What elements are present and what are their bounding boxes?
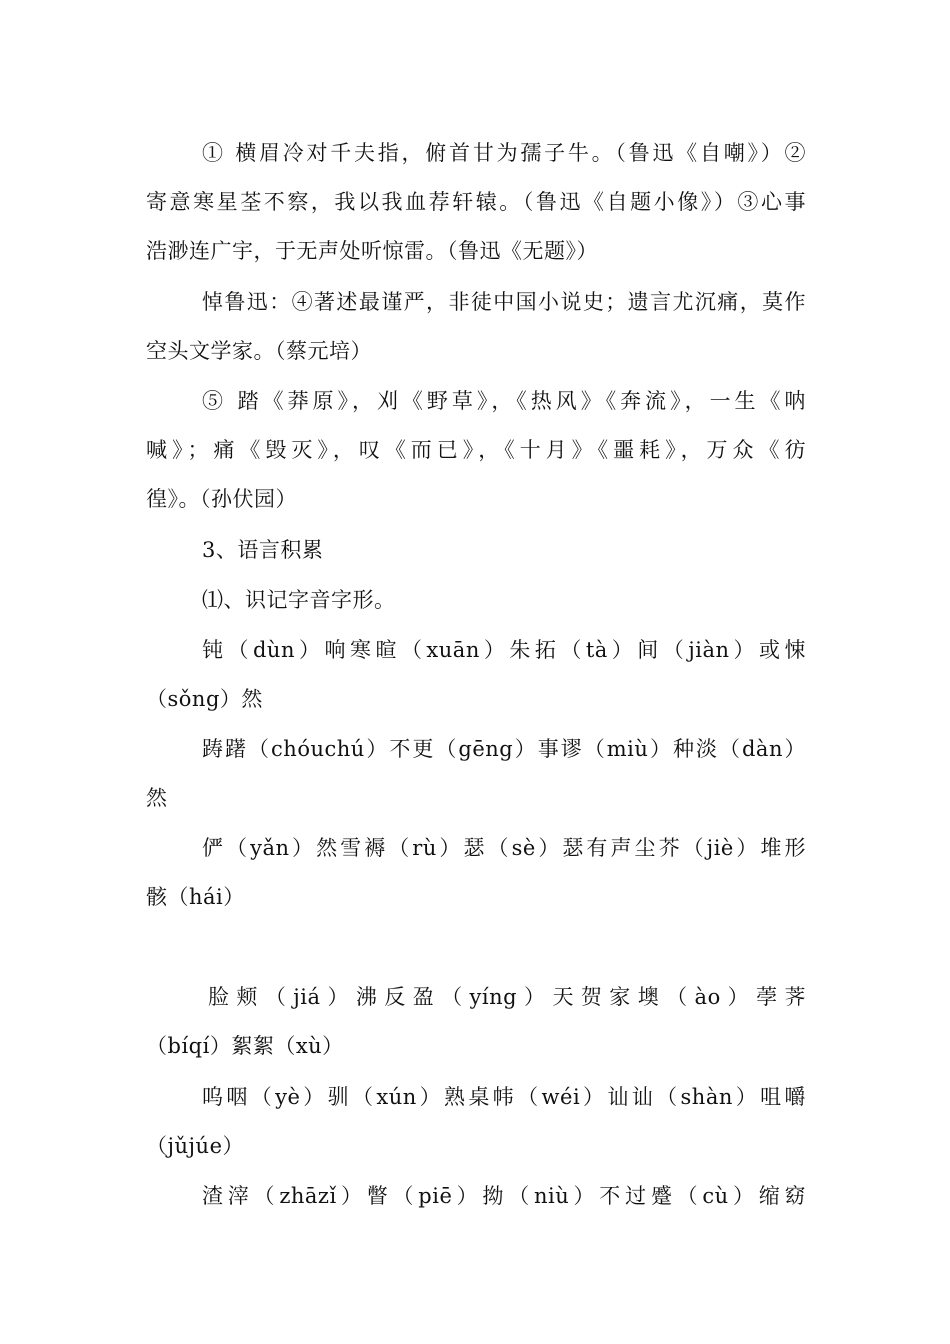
line-elegy-2: 空头文学家。（蔡元培） — [146, 339, 372, 363]
line-couplet-1: ⑤ 踏《莽原》，刈《野草》，《热风》《奔流》，一生《呐 — [202, 389, 806, 413]
vocab-line-2-cont: 然 — [146, 786, 168, 810]
line-couplet-2: 喊》；痛《毁灭》，叹《而已》，《十月》《噩耗》，万众《彷 — [146, 438, 806, 462]
vocab-line-1: 钝（dùn）响寒暄（xuān）朱拓（tà）间（jiàn）或悚 — [202, 638, 806, 662]
line-poem-1: ① 横眉冷对千夫指，俯首甘为孺子牛。（鲁迅《自嘲》）② — [202, 141, 806, 165]
vocab-line-4: 脸颊（jiá）沸反盈（yíng）天贺家墺（ào）荸荠 — [208, 985, 806, 1009]
line-couplet-3: 徨》。（孙伏园） — [146, 487, 297, 511]
line-poem-3: 浩渺连广宇，于无声处听惊雷。（鲁迅《无题》） — [146, 239, 598, 263]
line-poem-2: 寄意寒星荃不察，我以我血荐轩辕。（鲁迅《自题小像》）③心事 — [146, 190, 806, 214]
vocab-line-5: 呜咽（yè）驯（xún）熟桌帏（wéi）讪讪（shàn）咀嚼 — [202, 1085, 806, 1109]
vocab-line-4-cont: （bíqí）絮絮（xù） — [146, 1034, 344, 1058]
subsection-heading-pronunciation: ⑴、识记字音字形。 — [202, 588, 396, 612]
vocab-line-5-cont: （jǔjúe） — [146, 1134, 244, 1158]
vocab-line-3-cont: 骸（hái） — [146, 885, 245, 909]
vocab-line-1-cont: （sǒng）然 — [146, 687, 263, 711]
vocab-line-2: 踌躇（chóuchú）不更（gēng）事谬（miù）种淡（dàn） — [202, 737, 806, 761]
vocab-line-6: 渣滓（zhāzǐ）瞥（piē）拗（niù）不过蹙（cù）缩窈 — [202, 1184, 806, 1208]
section-heading-language: 3、语言积累 — [202, 538, 324, 562]
line-elegy-1: 悼鲁迅：④著述最谨严，非徒中国小说史；遗言尤沉痛，莫作 — [202, 290, 806, 314]
vocab-line-3: 俨（yǎn）然雪褥（rù）瑟（sè）瑟有声尘芥（jiè）堆形 — [202, 836, 806, 860]
